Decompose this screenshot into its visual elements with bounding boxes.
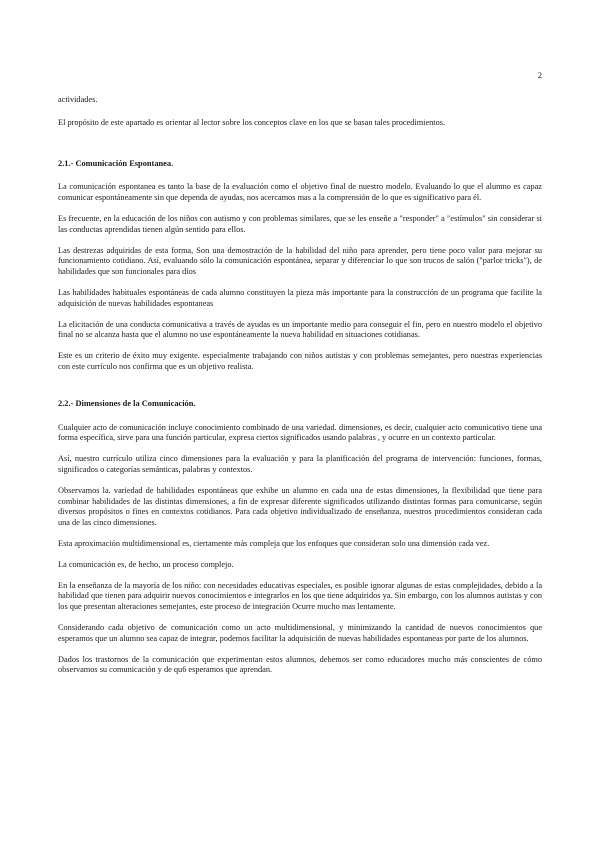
section-paragraph: Este es un criterio de éxito muy exigente. especialmente trabajando con niños autistas y con problemas semejantes, pero nuestras experiencias con este currículo nos confirma que es un objetivo realista. <box>58 351 542 371</box>
page-number: 2 <box>537 70 542 80</box>
document-body <box>58 95 542 686</box>
intro-paragraph: actividades. <box>58 95 98 104</box>
section-heading: 2.1.- Comunicación Espontanea. <box>58 158 174 168</box>
section-heading: 2.2.- Dimensiones de la Comunicación. <box>58 398 196 408</box>
section-paragraph: Cualquier acto de comunicación incluye conocimiento combinado de una variedad. dimensiones, es decir, cualquier acto comunicativo tiene una forma específica, sirve para una función particular, expresa ciertos significados usando palabras , y ocurre en un contexto particular. <box>58 422 542 443</box>
section-paragraph: Observamos la. variedad de habilidades espontáneas que exhibe un alumno en cada una de estas dimensiones, la flexibilidad que tiene para combinar habilidades de las distintas dimensiones, a fin de expresar diferente significados utilizando distintas formas para comunicarse, según diversos propósitos o fines en contextos cotidianos. Para cada objetivo individualizado de enseñanza, nuestros procedimientos consideran cada una de las cinco dimensiones. <box>58 485 542 528</box>
section-paragraph: Así, nuestro currículo utiliza cinco dimensiones para la evaluación y para la planificación del programa de intervención: funciones, formas, significados o categorías semánticas, palabras y contextos. <box>58 454 542 474</box>
section-paragraph: En la enseñanza de la mayoría de los niño: con necesidades educativas especiales, es posible ignorar algunas de estas complejidades, debido a la habilidad que tienen para adquirir nuevos conocimientos e integrarlos en los que tiene adquiridos ya. Sin embargo, con los alumnos autistas y con los que presentan alteraciones semejantes, este proceso de integración Ocurre mucho mas lentamente. <box>58 580 542 612</box>
intro-paragraph: El propósito de este apartado es orientar al lector sobre los conceptos clave en los que se basan tales procedimientos. <box>58 117 446 127</box>
section-paragraph: Dados los trastornos de la comunicación que experimentan estos alumnos, debemos ser como educadores mucho más conscientes de cómo observamos su comunicación y de qu6 esperamos que aprendan. <box>58 654 542 675</box>
section-paragraph: La elicitación de una conducta comunicativa a través de ayudas es un importante medio para conseguir el fin, pero en nuestro modelo el objetivo final no se alcanza hasta que el alumno no use espontáneamente la nueva habilidad en situaciones cotidianas. <box>58 319 542 340</box>
section-paragraph: Considerando cada objetivo de comunicación como un acto multidimensional, y minimizando la cantidad de nuevos conocimientos que esperamos que un alumno sea capaz de integrar, podemos facilitar la adquisición de nuevas habilidades espontaneas por parte de los alumnos. <box>58 622 542 643</box>
section-paragraph: Las habilidades habituales espontáneas de cada alumno constituyen la pieza más importante para la construcción de un programa que facilite la adquisición de nuevas habilidades espontaneas <box>58 287 542 308</box>
section-paragraph: Es frecuente, en la educación de los niños con autismo y con problemas similares, que se les enseñe a "responder" a "estímulos" sin considerar si las conductas aprendidas tienen algún sentido para ellos. <box>58 213 542 234</box>
section-paragraph: La comunicación es, de hecho, un proceso complejo. <box>58 559 234 569</box>
section-paragraph: Esta aproximación multidimensional es, ciertamente más compleja que los enfoques que consideran solo una dimensión cada vez. <box>58 538 490 548</box>
section-paragraph: La comunicación espontanea es tanto la base de la evaluación como el objetivo final de nuestro modelo. Evaluando lo que el alumno es capaz comunicar espontáneamente sin que dependa de ayudas, nos acercamos mas a la comprensión de lo que es significativo para él. <box>58 182 542 203</box>
section-paragraph: Las destrezas adquiridas de esta forma, Son una demostración de la habilidad del niño para aprender, pero tiene poco valor para mejorar su funcionamiento cotidiano. Así, evaluando sólo la comunicación espontánea, separar y diferenciar lo que son trucos de salón ("parlor tricks"), de habilidades que son funcionales para dios <box>58 245 542 277</box>
